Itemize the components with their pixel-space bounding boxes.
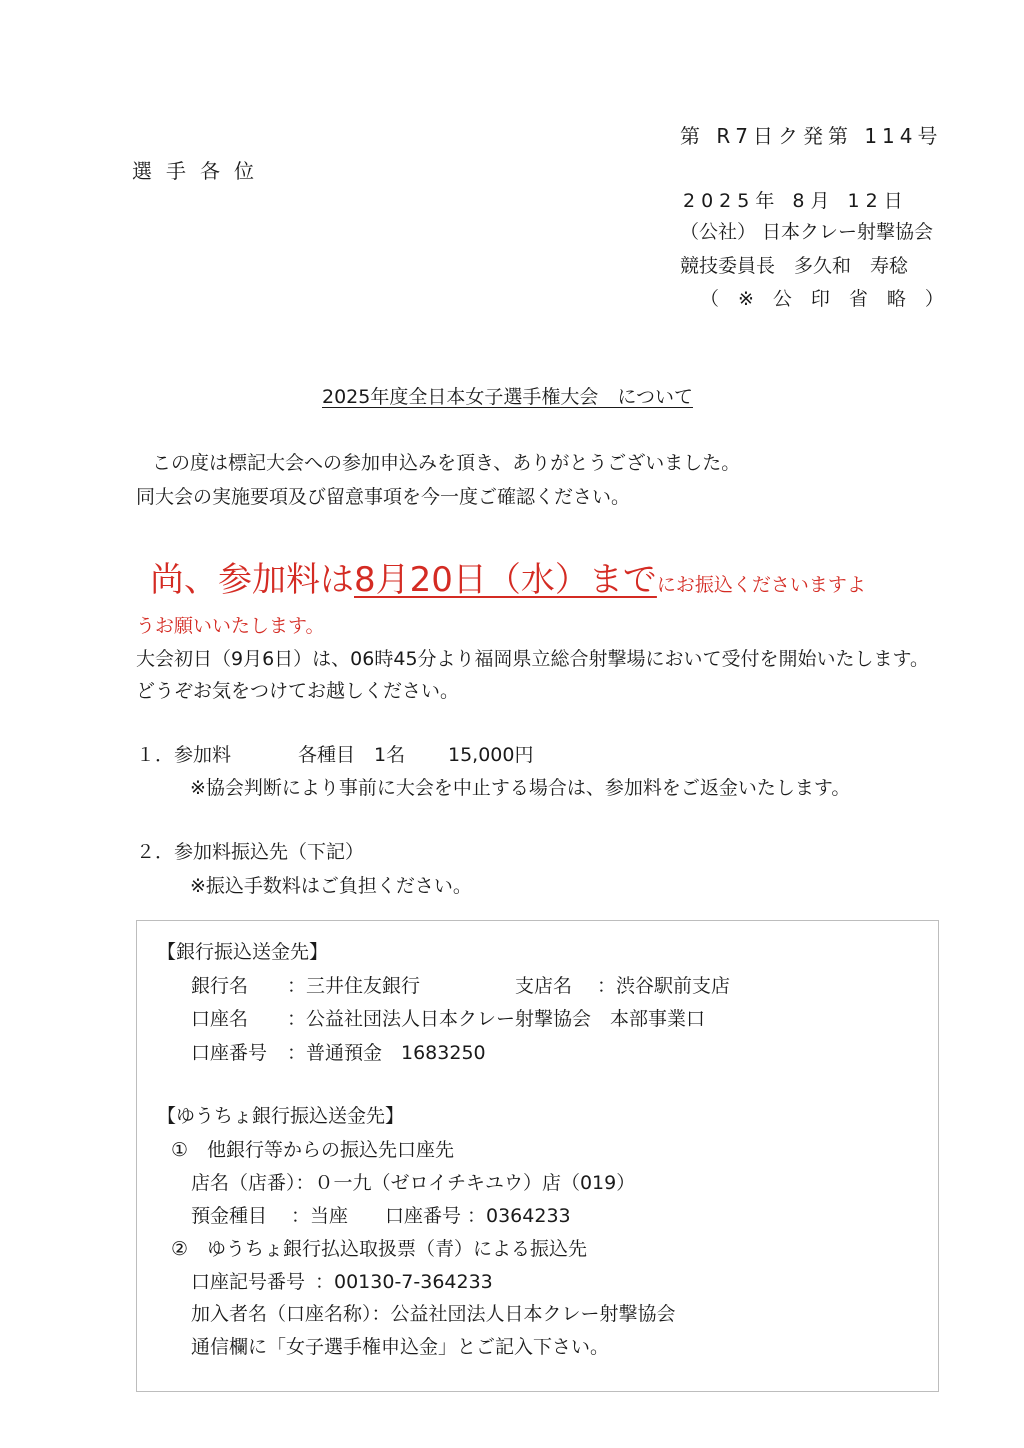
bank-name-row <box>191 971 420 998</box>
registration-info: 大会初日（9月6日）は、06時45分より福岡県立総合射撃場において受付を開始いたします。 <box>136 648 930 670</box>
postal-transfer-heading: 【ゆうちょ銀行振込送金先】 <box>157 1105 405 1127</box>
account-name-value: ：公益社団法人日本クレー射撃協会 本部事業口 <box>287 1008 706 1030</box>
postal-account-number-value: ：0364233 <box>467 1205 571 1227</box>
bank-name-label: 銀行名 <box>191 975 249 997</box>
recipients: 選手各位 <box>132 159 268 183</box>
entry-fee-event: 各種目 1名 <box>298 744 406 766</box>
account-name-label: 口座名 <box>191 1008 249 1030</box>
organization-name: （公社） 日本クレー射撃協会 <box>680 221 934 243</box>
account-holder-value: ：公益社団法人日本クレー射撃協会 <box>371 1303 676 1325</box>
refund-note: ※協会判断により事前に大会を中止する場合は、参加料をご返金いたします。 <box>190 777 851 799</box>
postal-symbol-row <box>191 1267 493 1294</box>
issue-date: 2025年 8月 12日 <box>683 190 909 212</box>
branch-row <box>515 971 730 998</box>
account-symbol-label: 口座記号番号 <box>191 1271 306 1293</box>
account-number-row <box>191 1038 486 1065</box>
postal-store-value: ：０一九（ゼロイチキユウ）店（019） <box>295 1172 636 1194</box>
chairman-name: 競技委員長 多久和 寿稔 <box>680 255 909 277</box>
postal-account-type-row <box>191 1201 571 1228</box>
account-holder-label: 加入者名（口座名称） <box>191 1303 372 1325</box>
postal-store-label: 店名（店番） <box>191 1172 296 1194</box>
account-name-row <box>191 1004 705 1031</box>
intro-line-1: この度は標記大会への参加申込みを頂き、ありがとうございました。 <box>152 452 741 474</box>
notice-prefix: 尚、参加料は <box>150 560 354 600</box>
postal-item-1-title: ① 他銀行等からの振込先口座先 <box>171 1139 455 1161</box>
notice-suffix: にお振込くださいますよ <box>656 574 866 596</box>
document-title: 2025年度全日本女子選手権大会 について <box>322 386 693 408</box>
entry-fee-amount: 15,000円 <box>448 744 534 766</box>
section-1-heading: １．参加料 <box>136 744 232 766</box>
notice-line-2: うお願いいたします。 <box>136 615 325 637</box>
deposit-type-value: ：当座 <box>291 1205 349 1227</box>
postal-account-number-label: 口座番号 <box>385 1205 462 1227</box>
transfer-fee-note: ※振込手数料はご負担ください。 <box>190 875 472 897</box>
document-number: 第 R7日ク発第 114号 <box>680 124 943 148</box>
branch-label: 支店名 <box>515 975 573 997</box>
memo-instruction: 通信欄に「女子選手権申込金」とご記入下さい。 <box>191 1336 610 1358</box>
payment-deadline-notice <box>150 552 866 601</box>
section-2-heading: ２．参加料振込先（下記） <box>136 841 365 863</box>
postal-store-row <box>191 1168 635 1195</box>
bank-name-value: ：三井住友銀行 <box>287 975 421 997</box>
postal-holder-row <box>191 1299 676 1326</box>
registration-closing: どうぞお気をつけてお越しください。 <box>136 680 460 702</box>
section-entry-fee <box>136 740 533 767</box>
bank-transfer-heading: 【銀行振込送金先】 <box>157 941 329 963</box>
payment-deadline: 8月20日（水）まで <box>354 560 657 600</box>
postal-item-2-title: ② ゆうちょ銀行払込取扱票（青）による振込先 <box>171 1238 588 1260</box>
account-number-label: 口座番号 <box>191 1042 268 1064</box>
account-symbol-value: ：00130-7-364233 <box>315 1271 493 1293</box>
account-number-value: ：普通預金 1683250 <box>287 1042 486 1064</box>
branch-value: ：渋谷駅前支店 <box>597 975 731 997</box>
transfer-details-box <box>136 920 939 1392</box>
deposit-type-label: 預金種目 <box>191 1205 268 1227</box>
intro-line-2: 同大会の実施要項及び留意事項を今一度ご確認ください。 <box>136 486 631 508</box>
seal-omitted-note: （※公印省略） <box>700 288 963 310</box>
